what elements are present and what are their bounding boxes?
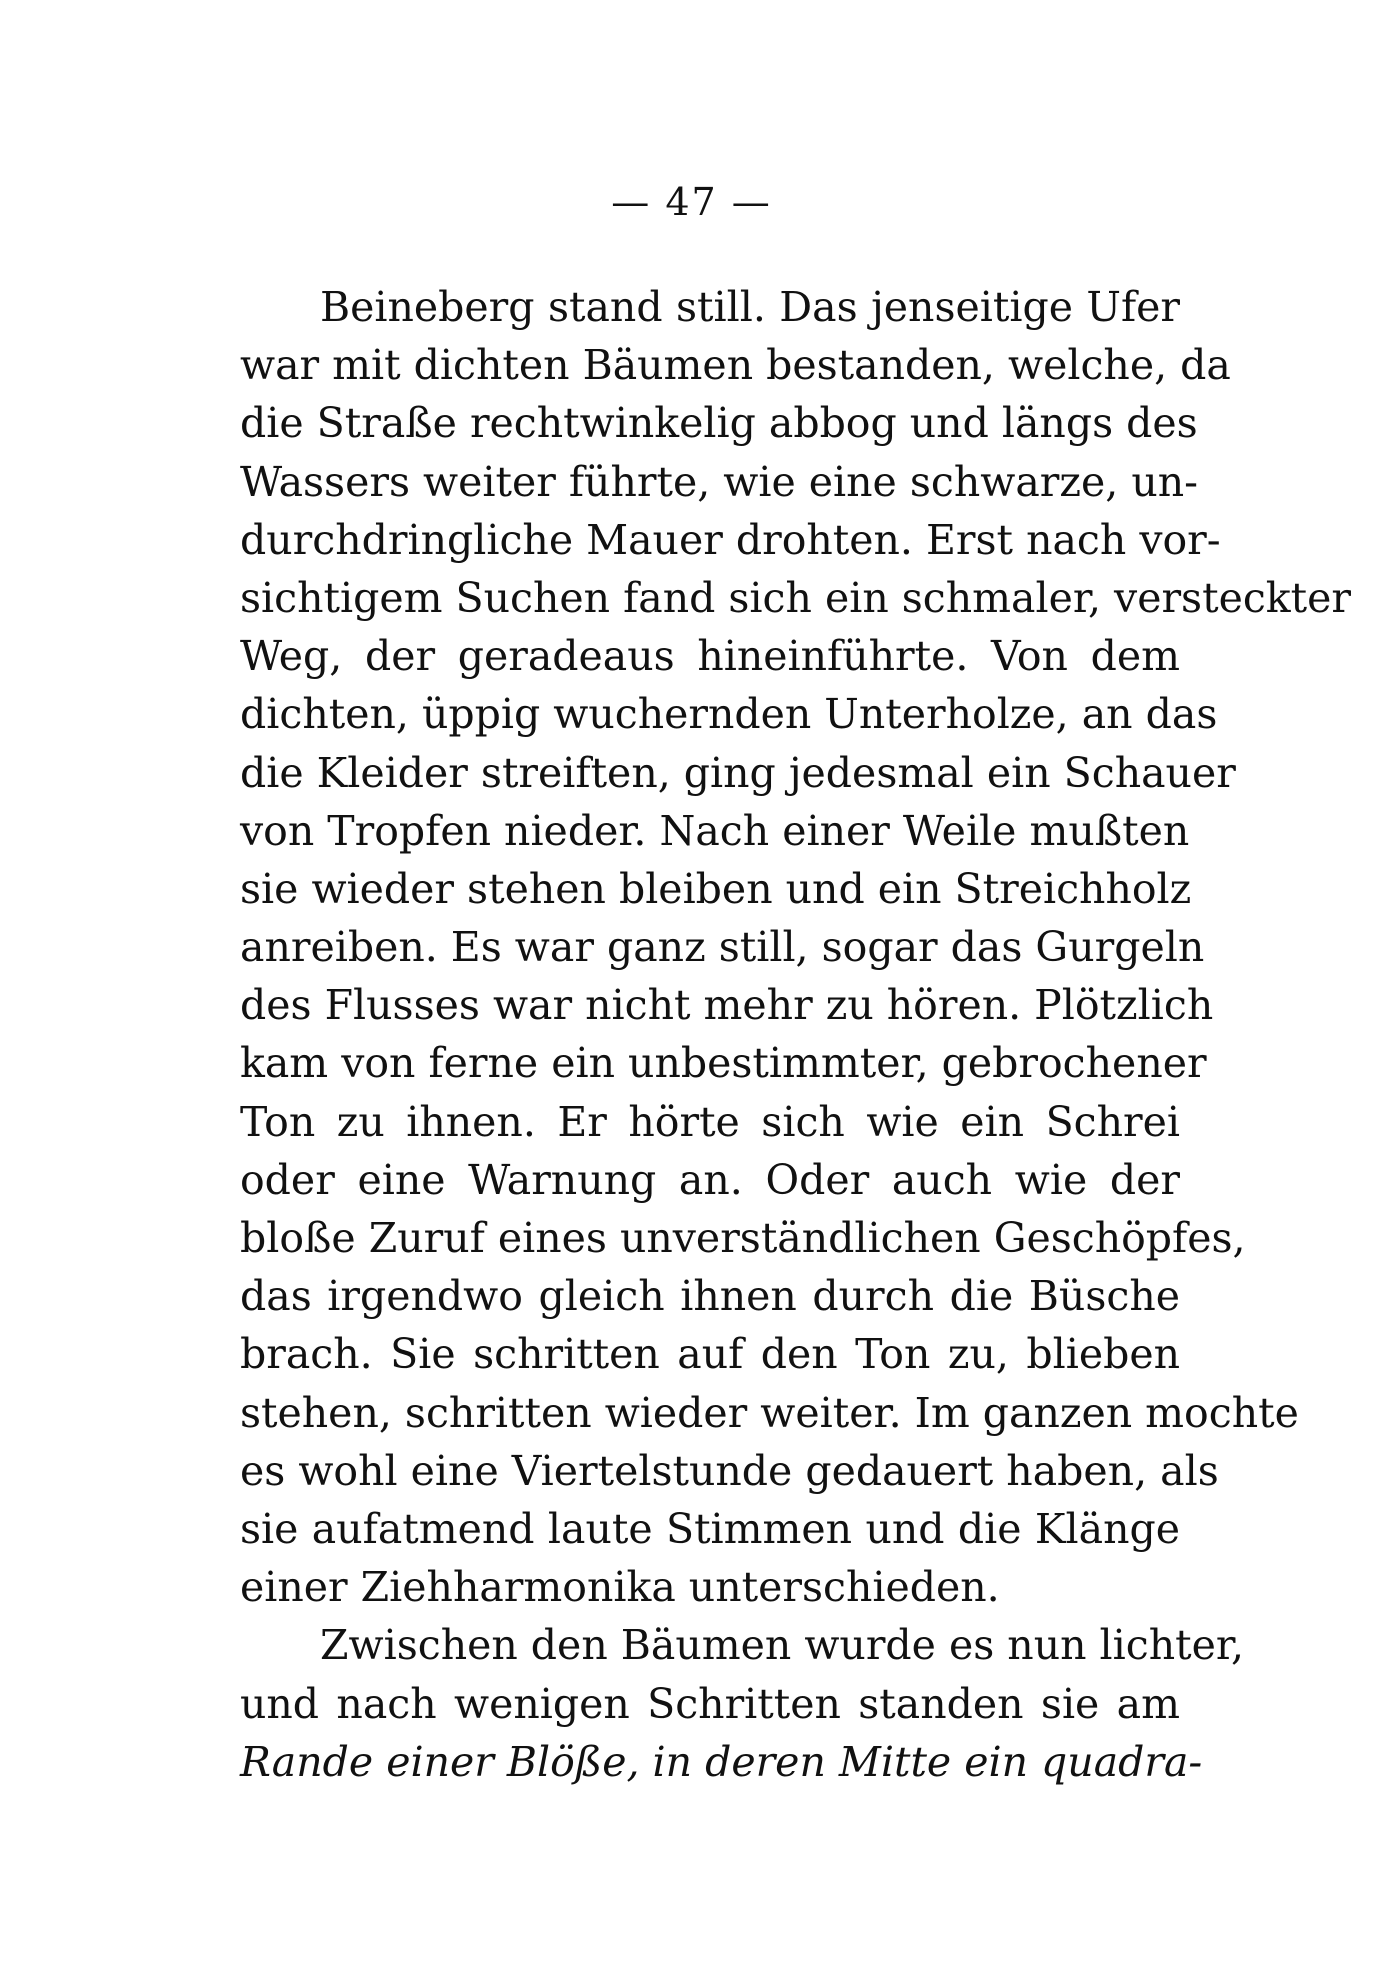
text-line: kam von ferne ein unbestimmter, gebrochener <box>240 1039 1207 1088</box>
text-line: anreiben. Es war ganz still, sogar das Gurgeln <box>240 923 1205 972</box>
text-line: bloße Zuruf eines unverständlichen Geschöpfes, <box>240 1214 1246 1262</box>
text-line: durchdringliche Mauer drohten. Erst nach vor- <box>240 515 1221 564</box>
text-line: Wassers weiter führte, wie eine schwarze, un- <box>240 457 1198 506</box>
text-line: Weg, der geradeaus hineinführte. Von dem <box>240 632 1180 681</box>
text-line: Ton zu ihnen. Er hörte sich wie ein Schrei <box>240 1097 1180 1146</box>
text-line: sichtigem Suchen fand sich ein schmaler, versteckter <box>240 573 1351 622</box>
page-number: — 47 — <box>611 180 772 224</box>
text-line: und nach wenigen Schritten standen sie am <box>240 1679 1180 1728</box>
text-line: Zwischen den Bäumen wurde es nun lichter, <box>320 1621 1245 1670</box>
text-line: die Kleider streiften, ging jedesmal ein Schauer <box>240 748 1236 797</box>
text-line: einer Ziehharmonika unterschieden. <box>240 1563 1000 1612</box>
text-line: es wohl eine Viertelstunde gedauert haben, als <box>240 1446 1219 1495</box>
text-line: sie aufatmend laute Stimmen und die Klänge <box>240 1504 1180 1553</box>
text-line: war mit dichten Bäumen bestanden, welche, da <box>240 341 1231 390</box>
text-line: sie wieder stehen bleiben und ein Streichholz <box>240 864 1192 913</box>
text-line: Rande einer Blöße, in deren Mitte ein quadra- <box>240 1737 1203 1786</box>
text-line: brach. Sie schritten auf den Ton zu, blieben <box>240 1330 1180 1379</box>
text-line: das irgendwo gleich ihnen durch die Büsche <box>240 1272 1180 1321</box>
text-line: von Tropfen nieder. Nach einer Weile mußten <box>240 806 1190 855</box>
text-line: die Straße rechtwinkelig abbog und längs des <box>240 399 1198 448</box>
text-line: des Flusses war nicht mehr zu hören. Plötzlich <box>240 981 1214 1030</box>
text-line: oder eine Warnung an. Oder auch wie der <box>240 1155 1180 1204</box>
body-text <box>240 278 1351 1791</box>
text-line: dichten, üppig wuchernden Unterholze, an das <box>240 690 1218 739</box>
text-line: Beineberg stand still. Das jenseitige Ufer <box>320 283 1180 331</box>
text-line: stehen, schritten wieder weiter. Im ganzen mochte <box>240 1388 1299 1437</box>
